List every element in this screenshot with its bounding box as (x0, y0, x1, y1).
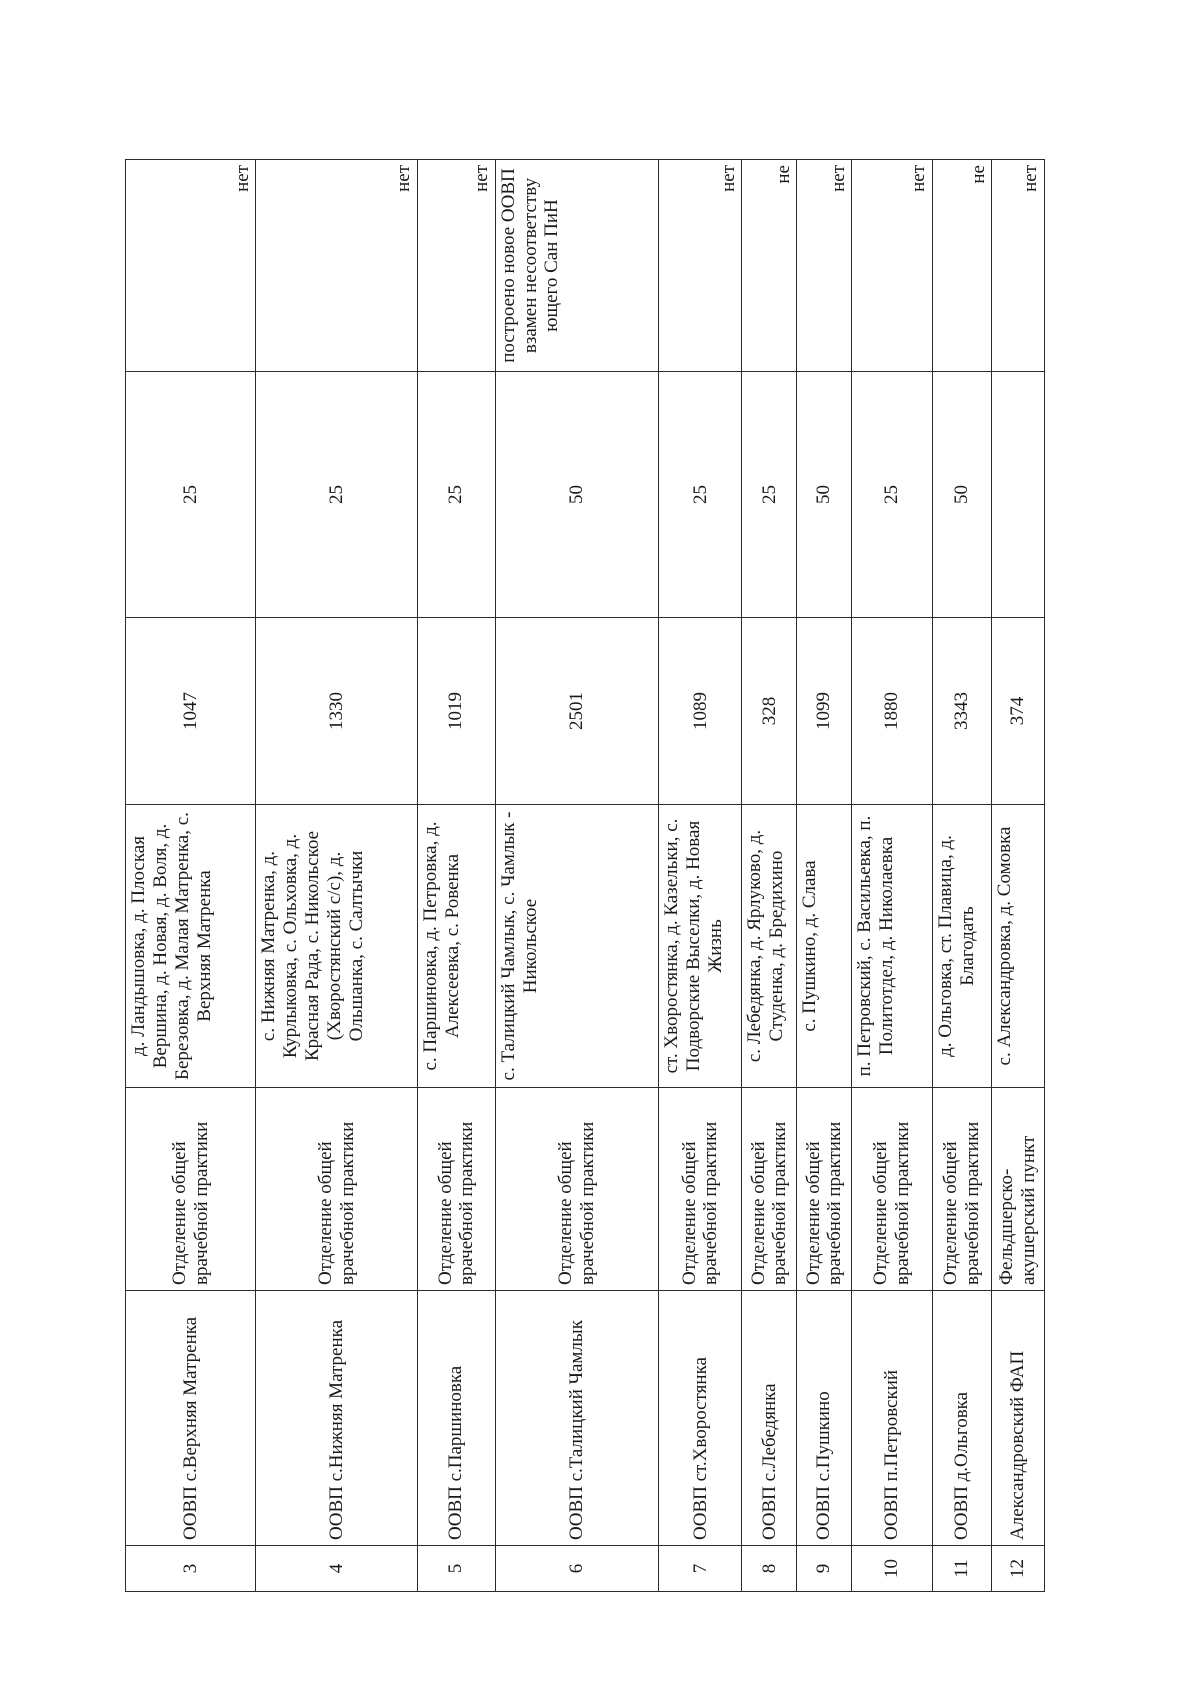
population: 328 (742, 618, 797, 805)
row-number: 8 (742, 1546, 797, 1592)
facility-type: Отделение общей врачебной практики (126, 1088, 256, 1291)
row-number: 11 (933, 1546, 992, 1592)
facility-type: Отделение общей врачебной практики (659, 1088, 742, 1291)
note: нет (126, 160, 256, 372)
row-number: 10 (852, 1546, 933, 1592)
rotated-page-area (125, 160, 1045, 1592)
table-row (992, 160, 1045, 1592)
served-settlements: с. Александровка, д. Сомовка (992, 805, 1045, 1088)
capacity: 50 (933, 372, 992, 618)
table-row (742, 160, 797, 1592)
rotated-table-container (125, 160, 1045, 1592)
facilities-table (125, 159, 1045, 1592)
note: нет (797, 160, 852, 372)
table-row (852, 160, 933, 1592)
table-row (418, 160, 496, 1592)
row-number: 5 (418, 1546, 496, 1592)
served-settlements: д. Ольговка, ст. Плавица, д. Благодать (933, 805, 992, 1088)
table-row (659, 160, 742, 1592)
population: 1880 (852, 618, 933, 805)
capacity: 25 (659, 372, 742, 618)
capacity: 25 (852, 372, 933, 618)
capacity: 50 (797, 372, 852, 618)
capacity: 25 (418, 372, 496, 618)
facility-type: Отделение общей врачебной практики (495, 1088, 659, 1291)
facility-type: Отделение общей врачебной практики (418, 1088, 496, 1291)
note: не (742, 160, 797, 372)
facility-name: ООВП п.Петровский (852, 1291, 933, 1546)
facility-type: Отделение общей врачебной практики (933, 1088, 992, 1291)
row-number: 6 (495, 1546, 659, 1592)
table-row (933, 160, 992, 1592)
table-row (495, 160, 659, 1592)
row-number: 4 (256, 1546, 418, 1592)
served-settlements: с. Пушкино, д. Слава (797, 805, 852, 1088)
served-settlements: с. Лебедянка, д. Ярлуково, д. Студенка, д. Бредихино (742, 805, 797, 1088)
population: 1330 (256, 618, 418, 805)
table-row (126, 160, 256, 1592)
served-settlements: с. Талицкий Чамлык, с. Чамлык - Никольское (495, 805, 659, 1088)
served-settlements: п. Петровский, с. Васильевка, п. Политотдел, д. Николаевка (852, 805, 933, 1088)
facility-name: ООВП с.Нижняя Матренка (256, 1291, 418, 1546)
served-settlements: ст. Хворостянка, д. Казельки, с. Подворские Выселки, д. Новая Жизнь (659, 805, 742, 1088)
capacity: 25 (256, 372, 418, 618)
table-row (797, 160, 852, 1592)
row-number: 9 (797, 1546, 852, 1592)
row-number: 12 (992, 1546, 1045, 1592)
facility-type: Отделение общей врачебной практики (852, 1088, 933, 1291)
facility-name: ООВП с.Лебедянка (742, 1291, 797, 1546)
note: не (933, 160, 992, 372)
served-settlements: с. Нижняя Матренка, д. Курлыковка, с. Ольховка, д. Красная Рада, с. Никольское (Хворостянский с/с), д. Ольшанка, с. Салтычки (256, 805, 418, 1088)
facility-name: ООВП ст.Хворостянка (659, 1291, 742, 1546)
population: 3343 (933, 618, 992, 805)
capacity: 25 (126, 372, 256, 618)
population: 1019 (418, 618, 496, 805)
capacity: 50 (495, 372, 659, 618)
facility-name: Александровский ФАП (992, 1291, 1045, 1546)
note: нет (852, 160, 933, 372)
row-number: 3 (126, 1546, 256, 1592)
capacity (992, 372, 1045, 618)
population: 2501 (495, 618, 659, 805)
note: нет (659, 160, 742, 372)
served-settlements: с. Паршиновка, д. Петровка, д. Алексеевка, с. Ровенка (418, 805, 496, 1088)
facility-type: Отделение общей врачебной практики (742, 1088, 797, 1291)
facility-name: ООВП д.Ольговка (933, 1291, 992, 1546)
served-settlements: д. Ландышовка, д. Плоская Вершина, д. Новая, д. Воля, д. Березовка, д. Малая Матренка, с. Верхняя Матренка (126, 805, 256, 1088)
population: 374 (992, 618, 1045, 805)
facility-type: Фельдшерско-акушерский пункт (992, 1088, 1045, 1291)
population: 1089 (659, 618, 742, 805)
facility-name: ООВП с.Пушкино (797, 1291, 852, 1546)
population: 1047 (126, 618, 256, 805)
table-row (256, 160, 418, 1592)
note: нет (992, 160, 1045, 372)
note: нет (256, 160, 418, 372)
facility-type: Отделение общей врачебной практики (797, 1088, 852, 1291)
row-number: 7 (659, 1546, 742, 1592)
facility-name: ООВП с.Верхняя Матренка (126, 1291, 256, 1546)
facility-name: ООВП с.Паршиновка (418, 1291, 496, 1546)
facility-name: ООВП с.Талицкий Чамлык (495, 1291, 659, 1546)
facility-type: Отделение общей врачебной практики (256, 1088, 418, 1291)
note: построено новое ООВП взамен несоответству ющего Сан ПиН (495, 160, 659, 372)
population: 1099 (797, 618, 852, 805)
note: нет (418, 160, 496, 372)
capacity: 25 (742, 372, 797, 618)
